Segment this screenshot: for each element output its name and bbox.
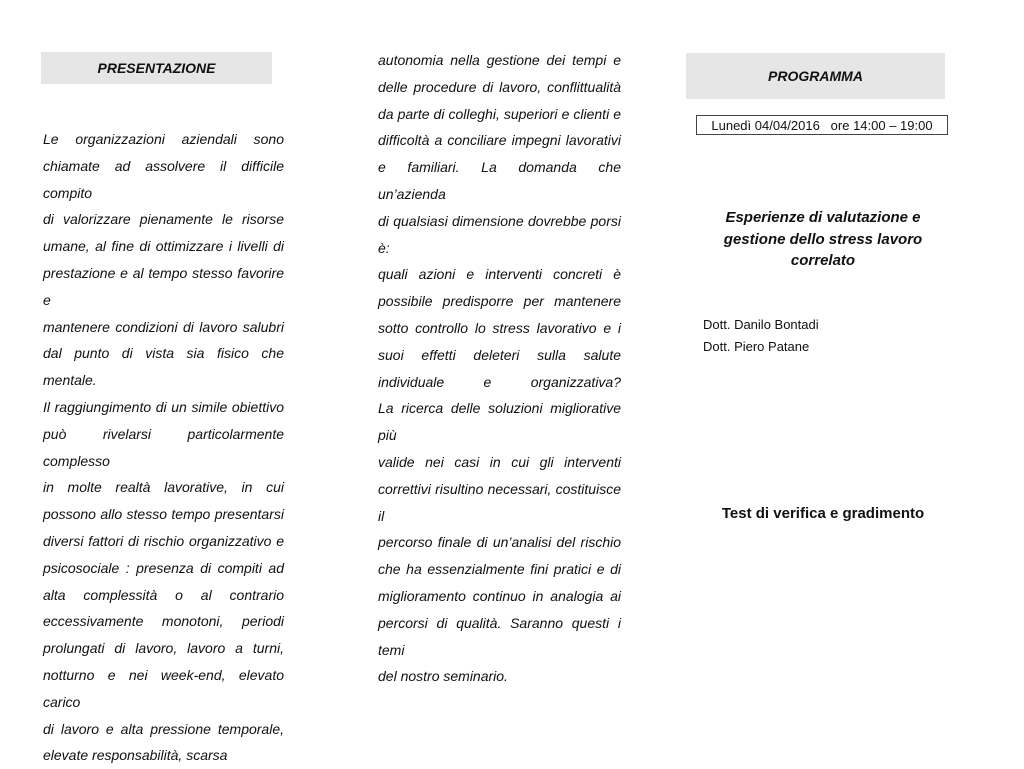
text-line: La ricerca delle soluzioni migliorative più (378, 400, 621, 444)
text-line: possibile predisporre per mantenere (378, 293, 621, 310)
text-line: eccessivamente monotoni, periodi (43, 613, 284, 630)
presentazione-header-label: PRESENTAZIONE (97, 60, 216, 76)
text-line: e familiari. La domanda che un’azienda (378, 159, 621, 202)
text-line: percorso finale di un’analisi del rischio (378, 534, 621, 551)
event-time: ore 14:00 – 19:00 (830, 117, 933, 133)
text-line: da parte di colleghi, superiori e clienti e (378, 105, 621, 122)
text-line: Il raggiungimento di un simile obiettivo (43, 398, 284, 415)
text-line: umane, al fine di ottimizzare i livelli di (43, 238, 284, 255)
text-line: diversi fattori di rischio organizzativo e (43, 532, 284, 549)
text-line: psicosociale : presenza di compiti ad (43, 559, 284, 576)
text-line: delle procedure di lavoro, conflittualità (378, 78, 621, 95)
text-line: chiamate ad assolvere il difficile compito (43, 157, 284, 201)
text-line: elevate responsabilità, scarsa (43, 747, 228, 764)
text-line: miglioramento continuo in analogia ai (378, 587, 621, 604)
text-line: Le organizzazioni aziendali sono (43, 131, 284, 147)
text-line: alta complessità o al contrario (43, 586, 284, 603)
text-line: suoi effetti deleteri sulla salute (378, 346, 621, 363)
speaker-name: Dott. Piero Patane (703, 338, 810, 354)
date-time-box (696, 115, 948, 135)
seminar-title-line: gestione dello stress lavoro (723, 230, 923, 248)
text-line: sotto controllo lo stress lavorativo e i (378, 319, 621, 336)
text-line: prestazione e al tempo stesso favorire e (43, 264, 284, 308)
text-line: difficoltà a conciliare impegni lavorativi (378, 132, 621, 149)
event-date: Lunedì 04/04/2016 (711, 117, 820, 133)
text-line: possono allo stesso tempo presentarsi (43, 506, 284, 523)
text-line: autonomia nella gestione dei tempi e (378, 52, 621, 68)
seminar-title-line: correlato (790, 252, 856, 269)
test-verifica-label: Test di verifica e gradimento (721, 505, 925, 522)
text-line: del nostro seminario. (378, 668, 508, 685)
text-line: di lavoro e alta pressione temporale, (43, 720, 284, 737)
text-line: mantenere condizioni di lavoro salubri (43, 318, 284, 335)
text-line: dal punto di vista sia fisico che mentale. (43, 345, 284, 389)
text-line: prolungati di lavoro, lavoro a turni, (43, 640, 284, 657)
presentazione-text (43, 126, 284, 769)
text-line: di valorizzare pienamente le risorse (43, 211, 284, 228)
text-line: correttivi risultino necessari, costituisce il (378, 480, 621, 524)
seminar-title-line: Esperienze di valutazione e (725, 209, 921, 226)
text-line: in molte realtà lavorative, in cui (43, 479, 284, 496)
speaker-name: Dott. Danilo Bontadi (703, 317, 819, 332)
text-line: quali azioni e interventi concreti è (378, 266, 621, 283)
text-line: individuale e organizzativa? (378, 373, 621, 390)
text-line: percorsi di qualità. Saranno questi i temi (378, 614, 621, 658)
text-line: valide nei casi in cui gli interventi (378, 453, 621, 470)
programma-header (686, 53, 945, 99)
speakers-list (703, 314, 819, 357)
presentazione-continuation-text (378, 47, 621, 690)
programma-header-label: PROGRAMMA (768, 68, 863, 84)
text-line: di qualsiasi dimensione dovrebbe porsi è: (378, 212, 621, 256)
text-line: che ha essenzialmente fini pratici e di (378, 561, 621, 578)
presentazione-header (41, 52, 272, 84)
seminar-title (698, 207, 948, 272)
text-line: può rivelarsi particolarmente complesso (43, 425, 284, 469)
text-line: notturno e nei week-end, elevato carico (43, 666, 284, 710)
